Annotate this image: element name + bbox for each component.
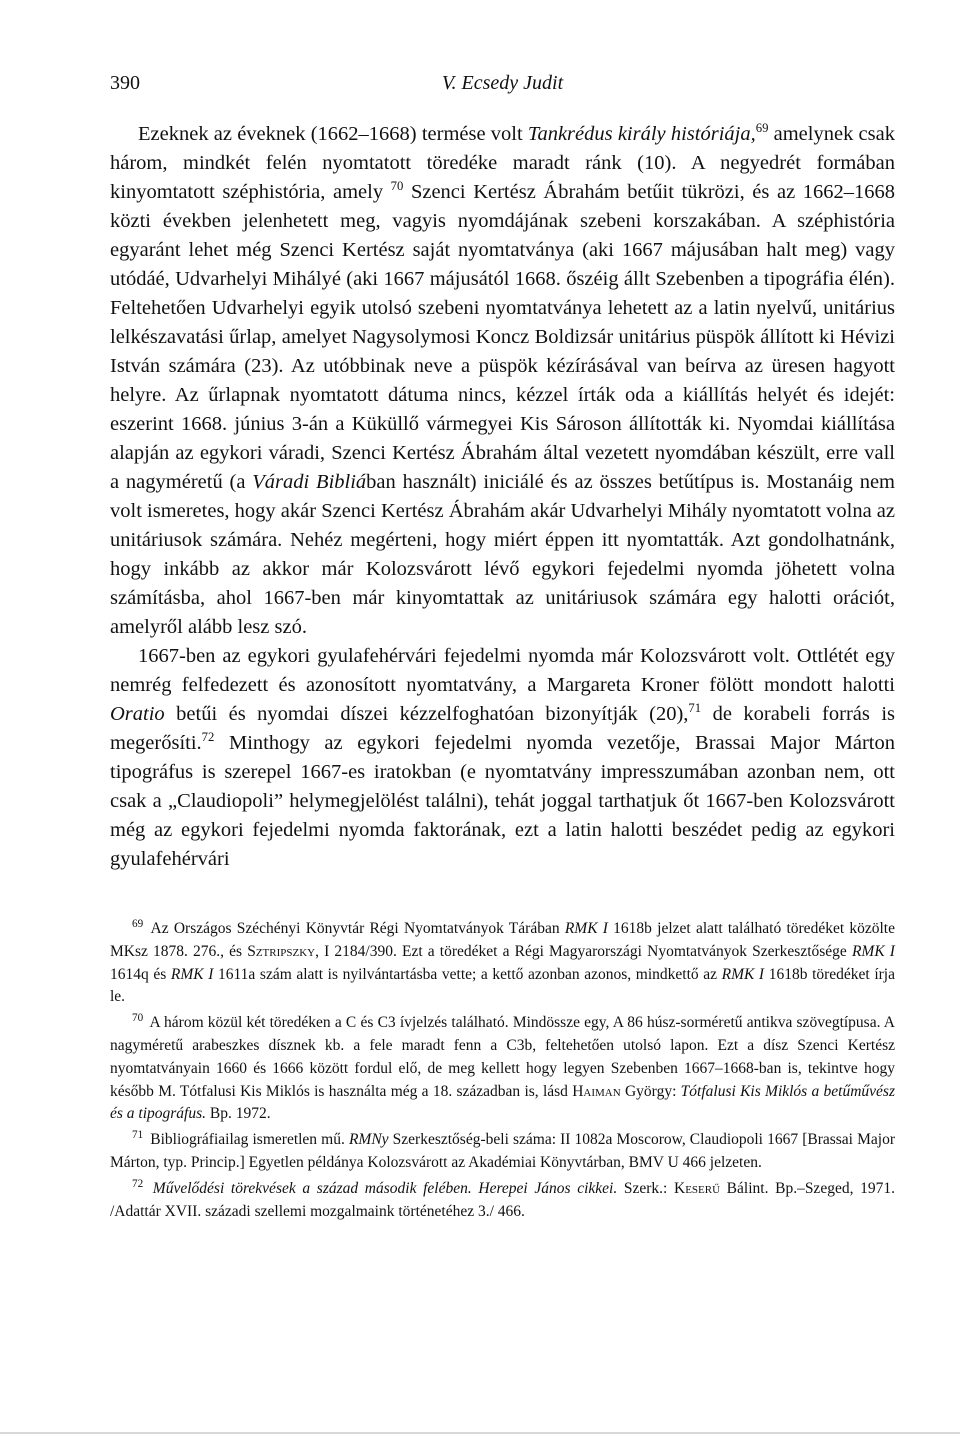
footnote-ref-70[interactable]: 70 [390,179,404,194]
page-number: 390 [110,72,140,94]
footnote-mark: 71 [132,1129,144,1142]
text-run: , I 2184/390. Ezt a töredéket a Régi Magyarországi Nyomtatványok Szerkesztősége [315,942,852,960]
text-run: Szerkesztőség-beli száma: II 1082a Moscorow, Claudiopoli 1667 [Brassai Major Márton, typ. Princip.] Egyetlen példánya Kolozsvárott az Akadémiai Könyvtárban, BMV U 466 jelzeten. [110,1131,895,1171]
book-title: Tankrédus király históriája, [527,123,756,145]
text-run: 1618b jelzet alatt található töredéket közölte MKsz 1878. 276., és [110,920,895,960]
text-run: Ezeknek az éveknek (1662–1668) termése volt [138,123,528,145]
text-run: 1618b töredéket írja le. [110,965,895,1006]
rmk-ref: RMK I [170,965,214,983]
text-run: de korabeli forrás is megerősíti. [110,703,895,754]
paragraph-1 [110,120,895,642]
footnote-ref-69[interactable]: 69 [755,121,769,136]
text-run: ban használt) iniciálé és az összes betűtípus is. Mostanáig nem volt ismeretes, hogy akár Szenci Kertész Ábrahám akár Udvarhelyi Mihály nyomtatott volna az unitáriusok számára. Nehéz megérteni, hogy miért éppen itt nyomtatták. Azt gondolhatnánk, hogy inkább az akkor már Kolozsvárott lévő egykori fejedelmi nyomda jöhetett volna számításba, ahol 1667-ben már kinyomtattak az unitáriusok számára egy halotti orációt, amelyről alább lesz szó. [110,471,896,638]
cited-title: Tótfalusi Kis Miklós a betűművész és a tipográfus. [110,1082,895,1123]
footnote-mark: 72 [132,1177,144,1190]
cited-title: RMNy [348,1131,389,1149]
footnote-mark: 69 [132,917,144,930]
text-run: György: [620,1082,681,1100]
text-run: Szerk.: [617,1179,674,1197]
text-run: Bp. 1972. [206,1105,271,1123]
footnotes [110,918,895,1226]
text-run: amelynek csak három, mindkét felén nyomtatott töredéke maradt ránk (10). A negyedrét formában kinyomtatott széphistória, amely [110,123,895,203]
footnote-mark: 70 [132,1012,144,1025]
footnote-70 [110,1012,895,1126]
rmk-ref: RMK I [564,920,608,937]
footnote-ref-71[interactable]: 71 [688,701,702,716]
running-title: V. Ecsedy Judit [441,72,564,94]
author-name: Haiman [572,1082,621,1100]
footnote-69 [110,918,895,1009]
book-title: Oratio [110,703,165,725]
footnote-71 [110,1129,895,1175]
rmk-ref: RMK I [721,965,765,983]
text-run: 1614q és [110,965,171,983]
paragraph-2 [110,642,895,874]
book-title: Váradi Bibliá [252,471,367,493]
author-name: Sztripszky [247,942,316,960]
footnote-72 [110,1178,895,1224]
text-run: 1667-ben az egykori gyulafehérvári fejedelmi nyomda már Kolozsvárott volt. Ottlétét egy nemrég felfedezett és azonosított nyomtatvány, a Margareta Kroner fölött mondott halotti [110,645,895,696]
text-run: Bibliográfiailag ismeretlen mű. [146,1131,349,1149]
footnote-ref-72[interactable]: 72 [201,730,215,745]
main-text [110,120,895,874]
text-run: Az Országos Széchényi Könyvtár Régi Nyomtatványok Tárában [146,920,565,937]
text-run: Minthogy az egykori fejedelmi nyomda vezetője, Brassai Major Márton tipográfus is szerepel 1667-es iratokban (e nyomtatvány impresszumában azonban nem, ott csak a „Claudiopoli” helymegjelölést találni), tehát joggal tarthatjuk őt 1667-ben Kolozsvárott még az egykori fejedelmi nyomda faktorának, ezt a latin halotti beszédet pedig az egykori gyulafehérvári [110,732,895,870]
page-header [110,72,895,102]
text-run: 1611a szám alatt is nyilvántartásba vette; a kettő azonban azonos, mindkettő az [213,965,722,983]
text-run: Szenci Kertész Ábrahám betűit tükrözi, és az 1662–1668 közti években jelenhetett meg, vagyis nyomdájának szebeni korszakában. A széphistória egyaránt lehet még Szenci Kertész saját nyomtatványa (aki 1667 májusában halt meg) vagy utódáé, Udvarhelyi Mihályé (aki 1667 májusától 1668. őszéig állt Szebenben a tipográfia élén). Feltehetően Udvarhelyi egyik utolsó szebeni nyomtatványa lehetett az a latin nyelvű, unitárius lelkészavatási űrlap, amelyet Nagysolymosi Koncz Boldizsár unitárius püspök állított ki Hévizi István számára (23). Az utóbbinak neve a püspök kézírásával van beírva az üresen hagyott helyre. Az űrlapnak nyomtatott dátuma nincs, kézzel írták oda a kiállítás helyét és idejét: eszerint 1668. június 3-án a Küküllő vármegyei Kis Sároson állították ki. Nyomdai kiállítása alapján az egykori váradi, Szenci Kertész Ábrahám által vezetett nyomdában készült, erre vall a nagyméretű (a [110,181,895,493]
text-run: betűi és nyomdai díszei kézzelfoghatóan bizonyítják (20), [164,703,689,725]
rmk-ref: RMK I [851,942,895,960]
author-name: Keserű [674,1179,721,1197]
cited-title: Művelődési törekvések a század második felében. Herepei János cikkei. [146,1179,618,1197]
text-run: Bálint. Bp.–Szeged, 1971. /Adattár XVII. századi szellemi mozgalmaink történetéhez 3./ 466. [110,1179,895,1220]
scan-edge-line [0,1432,960,1434]
text-run: A három közül két töredéken a C és C3 ívjelzés található. Mindössze egy, A 86 húsz-sorméretű antikva szövegtípusa. A nagyméretű arabeszkes dísznek kb. a fele maradt fenn a C3b, feltehetően utolsó lapon. Ezt a dísz Szenci Kertész nyomtatványain 1660 és 1666 között fordul elő, de meg kellett hogy legyen Szebenben 1667–1668-ban is, tekintve hogy később M. Tótfalusi Kis Miklós is használta még a 18. században is, lásd [110,1014,895,1100]
